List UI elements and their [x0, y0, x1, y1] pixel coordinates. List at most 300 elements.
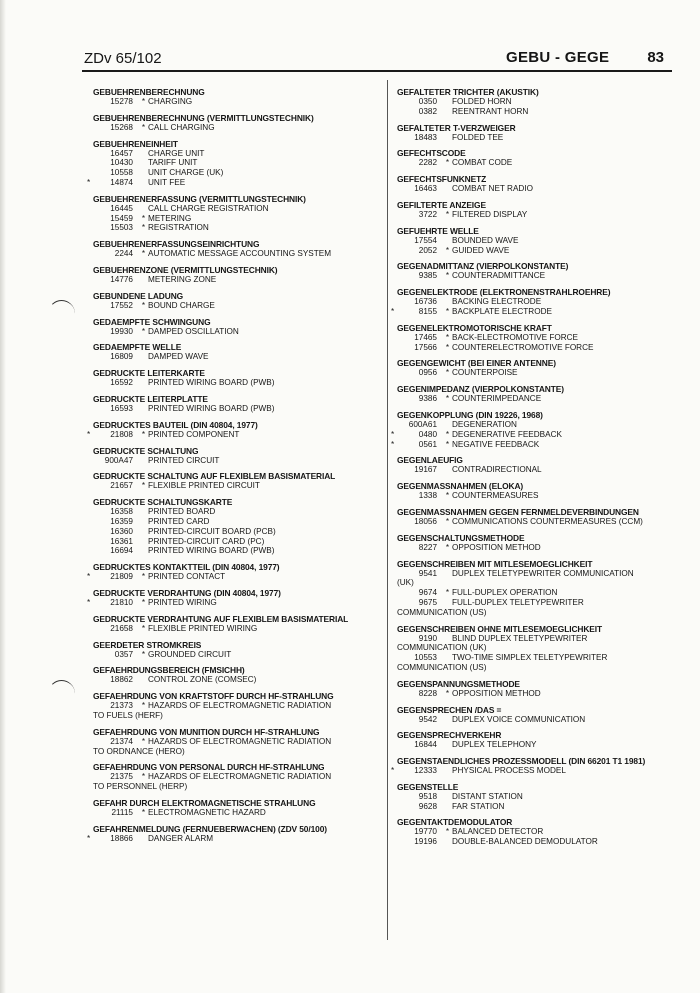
entry-term: GEDRUCKTES BAUTEIL (DIN 40804, 1977) — [93, 419, 258, 430]
entry-term: GEBUEHRENBERECHNUNG (VERMITTLUNGSTECHNIK) — [93, 112, 314, 123]
translation-row — [87, 177, 383, 188]
marginal-asterisk: * — [391, 306, 395, 316]
term-number: 0357 — [114, 649, 133, 659]
translation-row — [93, 808, 383, 818]
translation-row — [93, 624, 383, 634]
dictionary-entry — [93, 497, 383, 556]
entry-term: GEFAHRENMELDUNG (FERNUEBERWACHEN) (ZDV 50/100) — [93, 823, 327, 834]
english-translation: COUNTERADMITTANCE — [452, 271, 546, 281]
entry-term: GEDRUCKTE LEITERKARTE — [93, 368, 205, 379]
standard-marker: * — [445, 588, 450, 598]
standard-marker: * — [445, 332, 450, 342]
english-translation: FULL-DUPLEX TELETYPEWRITER — [452, 597, 584, 607]
english-translation: ELECTROMAGNETIC HAZARD — [148, 807, 266, 817]
entry-term: GEGENSPRECHEN /DAS = — [397, 704, 502, 715]
standard-marker: * — [445, 394, 450, 404]
dictionary-entry — [93, 239, 383, 259]
translation-row — [397, 588, 687, 598]
standard-marker: * — [141, 701, 146, 711]
standard-marker: * — [445, 439, 450, 449]
translation-row — [397, 333, 687, 343]
dictionary-entry — [397, 507, 687, 527]
term-number: 9385 — [418, 271, 437, 281]
dictionary-entry — [397, 679, 687, 699]
translation-row — [397, 689, 687, 699]
translation-row — [397, 837, 687, 847]
translation-row — [397, 543, 687, 553]
term-number: 9674 — [418, 588, 437, 598]
standard-marker: * — [445, 245, 450, 255]
column-divider — [387, 80, 388, 940]
translation-row — [93, 249, 383, 259]
translation-row — [93, 352, 383, 362]
entry-term: GEFAEHRDUNGSBEREICH (FMSICHH) — [93, 665, 245, 676]
standard-marker: * — [141, 97, 146, 106]
dictionary-entry — [93, 317, 383, 337]
dictionary-entry — [397, 200, 687, 220]
term-number: 16809 — [110, 352, 133, 362]
standard-marker: * — [445, 158, 450, 168]
english-translation: BACKING ELECTRODE — [452, 297, 542, 307]
english-translation: PRINTED WIRING BOARD (PWB) — [148, 546, 275, 556]
entry-term: GEGENSCHREIBEN OHNE MITLESEMOEGLICHKEIT — [397, 623, 603, 634]
english-translation: PRINTED WIRING BOARD (PWB) — [148, 403, 275, 413]
dictionary-entry — [93, 446, 383, 466]
term-number: 21657 — [110, 481, 133, 491]
dictionary-entry — [93, 727, 383, 757]
right-column — [391, 87, 687, 853]
english-translation: COMBAT NET RADIO — [452, 184, 533, 194]
translation-row — [93, 537, 383, 547]
dictionary-entry — [93, 113, 383, 133]
term-number: 16359 — [110, 516, 133, 526]
translation-row — [391, 306, 687, 317]
term-number: 0956 — [418, 368, 437, 378]
translation-row — [93, 546, 383, 556]
translation-continuation: COMMUNICATION (UK) — [397, 643, 487, 653]
standard-marker: * — [445, 827, 450, 837]
english-translation: NEGATIVE FEEDBACK — [452, 439, 540, 449]
translation-row — [397, 133, 687, 143]
english-translation: BOUNDED WAVE — [452, 235, 519, 245]
english-translation: FAR STATION — [452, 801, 505, 811]
translation-row — [397, 740, 687, 750]
standard-marker: * — [141, 597, 146, 607]
page-header — [82, 46, 672, 72]
translation-row — [93, 275, 383, 285]
english-translation: DISTANT STATION — [452, 791, 523, 801]
term-number: 12333 — [414, 766, 437, 776]
translation-row — [397, 715, 687, 725]
dictionary-entry — [397, 384, 687, 404]
translation-row — [397, 394, 687, 404]
dictionary-entry — [87, 587, 383, 608]
entry-term: GEGENSTELLE — [397, 781, 459, 792]
dictionary-entry — [397, 123, 687, 143]
standard-marker: * — [141, 772, 146, 782]
term-number: 14776 — [110, 274, 133, 284]
dictionary-entry — [397, 533, 687, 553]
dictionary-entry — [93, 194, 383, 233]
dictionary-entry — [397, 481, 687, 501]
standard-marker: * — [141, 736, 146, 746]
translation-row — [93, 223, 383, 233]
page-edge-shadow — [0, 0, 6, 993]
english-translation: TARIFF UNIT — [148, 158, 198, 168]
english-translation: DUPLEX TELEPHONY — [452, 740, 537, 750]
translation-row — [397, 158, 687, 168]
translation-row — [93, 158, 383, 168]
english-translation: METERING — [148, 213, 192, 223]
entry-term: GEFECHTSCODE — [397, 148, 466, 159]
english-translation: TWO-TIME SIMPLEX TELETYPEWRITER — [452, 653, 608, 663]
dictionary-entry — [87, 823, 383, 844]
dictionary-entry — [93, 87, 383, 107]
margin-mark — [48, 300, 75, 327]
term-number: 16694 — [110, 546, 133, 556]
entry-term: GEDAEMPFTE WELLE — [93, 342, 182, 353]
entry-term: GEBUEHRENZONE (VERMITTLUNGSTECHNIK) — [93, 264, 278, 275]
term-number: 16361 — [110, 536, 133, 546]
translation-continuation: (UK) — [397, 578, 414, 588]
term-number: 9386 — [418, 394, 437, 404]
entry-term: GEBUEHRENEINHEIT — [93, 138, 178, 149]
english-translation: PRINTED WIRING — [148, 597, 217, 607]
term-number: 0350 — [418, 97, 437, 106]
entry-term: GEFAEHRDUNG VON MUNITION DURCH HF-STRAHLUNG — [93, 726, 320, 737]
english-translation: CONTRADIRECTIONAL — [452, 465, 542, 475]
standard-marker: * — [445, 429, 450, 439]
translation-row — [397, 368, 687, 378]
entry-term: GEGENSCHALTUNGSMETHODE — [397, 532, 525, 543]
term-number: 21374 — [110, 736, 133, 746]
header-rule — [82, 70, 672, 72]
translation-row — [93, 327, 383, 337]
dictionary-entry — [397, 261, 687, 281]
entry-term: GEGENLAEUFIG — [397, 455, 463, 466]
translation-row — [397, 271, 687, 281]
dictionary-entry — [397, 358, 687, 378]
marginal-asterisk: * — [87, 429, 91, 439]
translation-row — [397, 465, 687, 475]
translation-row — [397, 634, 687, 644]
dictionary-entry — [93, 265, 383, 285]
standard-marker: * — [445, 271, 450, 281]
entry-term: GEDRUCKTE SCHALTUNG — [93, 445, 199, 456]
standard-marker: * — [445, 516, 450, 526]
dictionary-entry — [397, 730, 687, 750]
english-translation: UNIT FEE — [148, 177, 186, 187]
standard-marker: * — [141, 429, 146, 439]
english-translation: BACKPLATE ELECTRODE — [452, 306, 552, 316]
entry-term: GEGENSTAENDLICHES PROZESSMODELL (DIN 66201 T1 1981) — [397, 756, 646, 767]
english-translation: DANGER ALARM — [148, 833, 214, 843]
english-translation: OPPOSITION METHOD — [452, 688, 541, 698]
term-number: 16844 — [414, 740, 437, 750]
dictionary-entry — [87, 419, 383, 440]
english-translation: PRINTED CONTACT — [148, 572, 226, 582]
entry-term: GEDRUCKTE SCHALTUNG AUF FLEXIBLEM BASISMATERIAL — [93, 471, 336, 482]
term-number: 15459 — [110, 213, 133, 223]
page-range: GEBU - GEGE — [506, 49, 610, 66]
translation-row — [93, 772, 383, 782]
standard-marker: * — [445, 688, 450, 698]
term-number: 21808 — [110, 429, 133, 439]
dictionary-entry — [93, 691, 383, 721]
dictionary-entry — [397, 455, 687, 475]
dictionary-entry — [397, 782, 687, 812]
term-number: 19770 — [414, 827, 437, 837]
term-number: 0561 — [418, 439, 437, 449]
term-number: 17552 — [110, 300, 133, 310]
translation-continuation: COMMUNICATION (US) — [397, 662, 487, 672]
entry-term: GEGENTAKTDEMODULATOR — [397, 817, 513, 828]
translation-row — [397, 236, 687, 246]
entry-term: GEFUEHRTE WELLE — [397, 225, 479, 236]
translation-row — [93, 168, 383, 178]
english-translation: PRINTED CARD — [148, 516, 210, 526]
term-number: 9518 — [418, 791, 437, 801]
dictionary-entry — [93, 394, 383, 414]
translation-row — [93, 675, 383, 685]
term-number: 16445 — [110, 203, 133, 213]
term-number: 1338 — [418, 491, 437, 501]
english-translation: BOUND CHARGE — [148, 300, 215, 310]
english-translation: CHARGE UNIT — [148, 148, 205, 158]
translation-row — [93, 214, 383, 224]
english-translation: PRINTED CIRCUIT — [148, 455, 220, 465]
translation-row — [397, 343, 687, 353]
term-number: 3722 — [418, 209, 437, 219]
term-number: 17566 — [414, 342, 437, 352]
standard-marker: * — [141, 300, 146, 310]
term-number: 21658 — [110, 623, 133, 633]
english-translation: HAZARDS OF ELECTROMAGNETIC RADIATION — [148, 736, 332, 746]
entry-term: GEGENSCHREIBEN MIT MITLESEMOEGLICHKEIT — [397, 558, 593, 569]
left-column — [87, 87, 383, 849]
dictionary-entry — [391, 409, 687, 449]
translation-row — [93, 204, 383, 214]
english-translation: CALL CHARGE REGISTRATION — [148, 203, 269, 213]
standard-marker: * — [445, 542, 450, 552]
term-number: 2282 — [418, 158, 437, 168]
entry-term: GEGENIMPEDANZ (VIERPOLKONSTANTE) — [397, 384, 564, 395]
english-translation: UNIT CHARGE (UK) — [148, 168, 224, 178]
term-number: 19167 — [414, 465, 437, 475]
translation-row — [93, 301, 383, 311]
translation-row — [87, 833, 383, 844]
term-number: 16592 — [110, 378, 133, 388]
term-number: 10558 — [110, 168, 133, 178]
entry-term: GEDAEMPFTE SCHWINGUNG — [93, 316, 211, 327]
english-translation: DUPLEX TELETYPEWRITER COMMUNICATION — [452, 568, 634, 578]
dictionary-entry — [397, 705, 687, 725]
translation-row — [397, 653, 687, 663]
term-number: 18056 — [414, 516, 437, 526]
entry-term: GEGENGEWICHT (BEI EINER ANTENNE) — [397, 358, 556, 369]
english-translation: PHYSICAL PROCESS MODEL — [452, 766, 566, 776]
entry-term: GEGENELEKTRODE (ELEKTRONENSTRAHLROEHRE) — [397, 287, 611, 298]
standard-marker: * — [141, 249, 146, 259]
translation-row — [93, 650, 383, 660]
term-number: 16593 — [110, 403, 133, 413]
english-translation: DEGENERATION — [452, 419, 517, 429]
translation-row — [93, 404, 383, 414]
term-number: 9675 — [418, 597, 437, 607]
translation-row — [93, 527, 383, 537]
english-translation: CONTROL ZONE (COMSEC) — [148, 675, 257, 685]
marginal-asterisk: * — [87, 597, 91, 607]
standard-marker: * — [445, 342, 450, 352]
term-number: 900A47 — [104, 455, 133, 465]
term-number: 8155 — [418, 306, 437, 316]
term-number: 2052 — [418, 245, 437, 255]
english-translation: DAMPED WAVE — [148, 352, 209, 362]
marginal-asterisk: * — [87, 833, 91, 843]
english-translation: HAZARDS OF ELECTROMAGNETIC RADIATION — [148, 772, 332, 782]
english-translation: DEGENERATIVE FEEDBACK — [452, 429, 562, 439]
term-number: 19930 — [110, 326, 133, 336]
translation-row — [397, 97, 687, 107]
term-number: 9541 — [418, 568, 437, 578]
english-translation: COUNTERPOISE — [452, 368, 518, 378]
translation-row — [87, 429, 383, 440]
standard-marker: * — [141, 481, 146, 491]
translation-row — [87, 597, 383, 608]
term-number: 15503 — [110, 223, 133, 233]
margin-mark — [48, 680, 75, 707]
standard-marker: * — [141, 223, 146, 233]
term-number: 17465 — [414, 332, 437, 342]
translation-continuation: TO FUELS (HERF) — [93, 710, 163, 720]
entry-term: GEFALTETER T-VERZWEIGER — [397, 122, 516, 133]
english-translation: DAMPED OSCILLATION — [148, 326, 239, 336]
marginal-asterisk: * — [391, 429, 395, 439]
standard-marker: * — [141, 572, 146, 582]
translation-row — [93, 701, 383, 711]
english-translation: COUNTERMEASURES — [452, 491, 539, 501]
term-number: 16360 — [110, 526, 133, 536]
term-number: 15268 — [110, 122, 133, 132]
term-number: 10553 — [414, 653, 437, 663]
entry-term: GEBUEHRENERFASSUNGSEINRICHTUNG — [93, 239, 260, 250]
translation-row — [397, 210, 687, 220]
term-number: 16736 — [414, 297, 437, 307]
english-translation: REENTRANT HORN — [452, 106, 529, 116]
entry-term: GEFAEHRDUNG VON PERSONAL DURCH HF-STRAHLUNG — [93, 762, 325, 773]
entry-term: GEGENELEKTROMOTORISCHE KRAFT — [397, 322, 552, 333]
term-number: 9628 — [418, 801, 437, 811]
translation-row — [397, 491, 687, 501]
english-translation: PRINTED WIRING BOARD (PWB) — [148, 378, 275, 388]
entry-term: GEGENMASSNAHMEN GEGEN FERNMELDEVERBINDUNGEN — [397, 506, 639, 517]
english-translation: FILTERED DISPLAY — [452, 209, 528, 219]
term-number: 0382 — [418, 106, 437, 116]
standard-marker: * — [445, 209, 450, 219]
translation-row — [397, 792, 687, 802]
marginal-asterisk: * — [87, 572, 91, 582]
english-translation: PRINTED BOARD — [148, 507, 216, 517]
translation-row — [391, 766, 687, 776]
english-translation: COUNTERIMPEDANCE — [452, 394, 542, 404]
entry-term: GEFILTERTE ANZEIGE — [397, 199, 486, 210]
term-number: 18483 — [414, 132, 437, 142]
entry-term: GEFECHTSFUNKNETZ — [397, 174, 487, 185]
term-number: 21810 — [110, 597, 133, 607]
entry-term: GEBUEHRENBERECHNUNG — [93, 87, 205, 97]
entry-term: GEERDETER STROMKREIS — [93, 639, 202, 650]
translation-row — [93, 737, 383, 747]
translation-continuation: TO ORDNANCE (HERO) — [93, 746, 185, 756]
english-translation: AUTOMATIC MESSAGE ACCOUNTING SYSTEM — [148, 249, 332, 259]
entry-term: GEGENMASSNAHMEN (ELOKA) — [397, 481, 524, 492]
translation-row — [93, 507, 383, 517]
standard-marker: * — [141, 326, 146, 336]
term-number: 16457 — [110, 148, 133, 158]
term-number: 15278 — [110, 97, 133, 106]
standard-marker: * — [445, 491, 450, 501]
dictionary-entry — [391, 287, 687, 317]
english-translation: FOLDED HORN — [452, 97, 512, 106]
english-translation: FOLDED TEE — [452, 132, 504, 142]
english-translation: PRINTED COMPONENT — [148, 429, 240, 439]
english-translation: COUNTERELECTROMOTIVE FORCE — [452, 342, 594, 352]
term-number: 21373 — [110, 701, 133, 711]
translation-row — [397, 598, 687, 608]
dictionary-entry — [93, 640, 383, 660]
term-number: 19196 — [414, 837, 437, 847]
dictionary-entry — [397, 174, 687, 194]
translation-row — [93, 123, 383, 133]
entry-term: GEFAHR DURCH ELEKTROMAGNETISCHE STRAHLUNG — [93, 797, 316, 808]
translation-row — [397, 569, 687, 579]
page-number: 83 — [647, 49, 664, 66]
standard-marker: * — [141, 122, 146, 132]
entry-term: GEFAEHRDUNG VON KRAFTSTOFF DURCH HF-STRAHLUNG — [93, 691, 334, 702]
standard-marker: * — [141, 213, 146, 223]
translation-row — [397, 827, 687, 837]
term-number: 2244 — [114, 249, 133, 259]
translation-row — [397, 517, 687, 527]
translation-row — [93, 97, 383, 107]
dictionary-entry — [391, 756, 687, 776]
dictionary-entry — [93, 665, 383, 685]
translation-row — [397, 107, 687, 117]
entry-term: GEBUNDENE LADUNG — [93, 290, 184, 301]
term-number: 21809 — [110, 572, 133, 582]
marginal-asterisk: * — [391, 766, 395, 776]
translation-row — [397, 802, 687, 812]
dictionary-entry — [87, 562, 383, 582]
english-translation: BACK-ELECTROMOTIVE FORCE — [452, 332, 579, 342]
translation-row — [397, 297, 687, 307]
translation-row — [391, 439, 687, 450]
entry-term: GEGENSPRECHVERKEHR — [397, 730, 502, 741]
dictionary-entry — [397, 87, 687, 117]
english-translation: BALANCED DETECTOR — [452, 827, 544, 837]
english-translation: CHARGING — [148, 97, 193, 106]
translation-row — [397, 184, 687, 194]
term-number: 9190 — [418, 633, 437, 643]
term-number: 21115 — [111, 807, 133, 817]
entry-term: GEDRUCKTE SCHALTUNGSKARTE — [93, 497, 233, 508]
english-translation: DUPLEX VOICE COMMUNICATION — [452, 714, 586, 724]
standard-marker: * — [141, 623, 146, 633]
translation-row — [93, 517, 383, 527]
term-number: 17554 — [414, 235, 437, 245]
english-translation: GUIDED WAVE — [452, 245, 510, 255]
term-number: 8227 — [418, 542, 437, 552]
